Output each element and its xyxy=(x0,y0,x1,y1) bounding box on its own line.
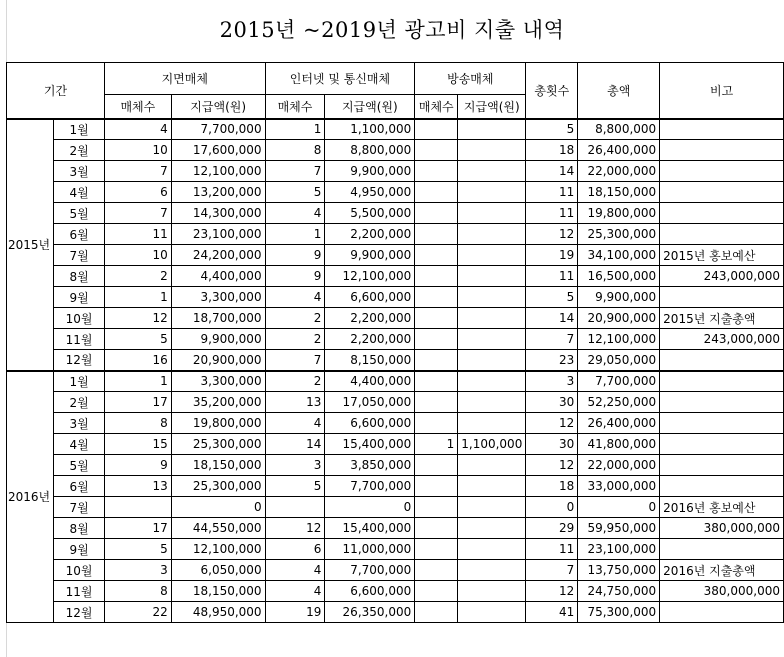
internet-payment-cell[interactable]: 2,200,000 xyxy=(325,308,415,329)
internet-count-cell[interactable]: 4 xyxy=(265,581,325,602)
internet-count-cell[interactable]: 4 xyxy=(265,560,325,581)
broadcast-payment-cell[interactable] xyxy=(458,497,526,518)
month-cell[interactable]: 3월 xyxy=(54,413,105,434)
internet-payment-cell[interactable]: 4,400,000 xyxy=(325,371,415,392)
total-amount-cell[interactable]: 22,000,000 xyxy=(578,161,660,182)
broadcast-count-cell[interactable] xyxy=(415,140,458,161)
total-count-cell[interactable]: 3 xyxy=(526,371,578,392)
internet-count-cell[interactable]: 8 xyxy=(265,140,325,161)
internet-count-cell[interactable]: 5 xyxy=(265,476,325,497)
month-cell[interactable]: 12월 xyxy=(54,602,105,623)
print-count-cell[interactable]: 5 xyxy=(104,329,171,350)
internet-payment-cell[interactable]: 0 xyxy=(325,497,415,518)
month-cell[interactable]: 11월 xyxy=(54,329,105,350)
year-cell[interactable]: 2015년 xyxy=(7,119,54,371)
broadcast-count-cell[interactable] xyxy=(415,182,458,203)
remarks-cell[interactable] xyxy=(660,539,784,560)
print-count-cell[interactable]: 17 xyxy=(104,392,171,413)
internet-payment-cell[interactable]: 8,150,000 xyxy=(325,350,415,371)
header-remarks[interactable]: 비고 xyxy=(660,63,784,119)
print-payment-cell[interactable]: 25,300,000 xyxy=(171,476,265,497)
broadcast-count-cell[interactable] xyxy=(415,560,458,581)
month-cell[interactable]: 7월 xyxy=(54,245,105,266)
table-row xyxy=(7,140,784,161)
print-count-cell[interactable]: 22 xyxy=(104,602,171,623)
header-period[interactable]: 기간 xyxy=(7,63,105,119)
internet-count-cell[interactable]: 7 xyxy=(265,161,325,182)
internet-payment-cell[interactable]: 15,400,000 xyxy=(325,518,415,539)
print-payment-cell[interactable]: 25,300,000 xyxy=(171,434,265,455)
print-payment-cell[interactable]: 4,400,000 xyxy=(171,266,265,287)
internet-count-cell[interactable]: 7 xyxy=(265,350,325,371)
print-count-cell[interactable]: 15 xyxy=(104,434,171,455)
table-row xyxy=(7,476,784,497)
internet-count-cell[interactable]: 3 xyxy=(265,455,325,476)
table-row xyxy=(7,266,784,287)
table-row xyxy=(7,413,784,434)
broadcast-count-cell[interactable] xyxy=(415,287,458,308)
broadcast-count-cell[interactable] xyxy=(415,161,458,182)
total-count-cell[interactable]: 18 xyxy=(526,140,578,161)
print-payment-cell[interactable]: 13,200,000 xyxy=(171,182,265,203)
total-amount-cell[interactable]: 7,700,000 xyxy=(578,371,660,392)
print-payment-cell[interactable]: 12,100,000 xyxy=(171,539,265,560)
table-row xyxy=(7,182,784,203)
total-count-cell[interactable]: 12 xyxy=(526,224,578,245)
header-broadcast-media[interactable]: 방송매체 xyxy=(415,63,526,95)
print-payment-cell[interactable]: 3,300,000 xyxy=(171,287,265,308)
print-count-cell[interactable]: 6 xyxy=(104,182,171,203)
table-row xyxy=(7,560,784,581)
internet-payment-cell[interactable]: 6,600,000 xyxy=(325,413,415,434)
print-payment-cell[interactable]: 19,800,000 xyxy=(171,413,265,434)
print-payment-cell[interactable]: 20,900,000 xyxy=(171,350,265,371)
month-cell[interactable]: 8월 xyxy=(54,518,105,539)
print-payment-cell[interactable]: 35,200,000 xyxy=(171,392,265,413)
total-count-cell[interactable]: 12 xyxy=(526,455,578,476)
total-count-cell[interactable]: 23 xyxy=(526,350,578,371)
internet-payment-cell[interactable]: 2,200,000 xyxy=(325,329,415,350)
remarks-cell[interactable]: 2016년 홍보예산 xyxy=(660,497,784,518)
broadcast-count-cell[interactable] xyxy=(415,455,458,476)
broadcast-payment-cell[interactable] xyxy=(458,287,526,308)
print-count-cell[interactable]: 7 xyxy=(104,203,171,224)
internet-payment-cell[interactable]: 9,900,000 xyxy=(325,245,415,266)
internet-count-cell[interactable]: 1 xyxy=(265,224,325,245)
month-cell[interactable]: 11월 xyxy=(54,581,105,602)
broadcast-payment-cell[interactable] xyxy=(458,308,526,329)
internet-count-cell[interactable]: 2 xyxy=(265,371,325,392)
table-row xyxy=(7,581,784,602)
broadcast-payment-cell[interactable] xyxy=(458,161,526,182)
header-internet-count[interactable]: 매체수 xyxy=(265,95,325,119)
broadcast-payment-cell[interactable] xyxy=(458,182,526,203)
total-amount-cell[interactable]: 18,150,000 xyxy=(578,182,660,203)
print-payment-cell[interactable]: 6,050,000 xyxy=(171,560,265,581)
total-amount-cell[interactable]: 22,000,000 xyxy=(578,455,660,476)
print-count-cell[interactable]: 3 xyxy=(104,560,171,581)
total-count-cell[interactable]: 41 xyxy=(526,602,578,623)
broadcast-payment-cell[interactable] xyxy=(458,266,526,287)
total-amount-cell[interactable]: 59,950,000 xyxy=(578,518,660,539)
internet-payment-cell[interactable]: 26,350,000 xyxy=(325,602,415,623)
broadcast-count-cell[interactable] xyxy=(415,224,458,245)
total-amount-cell[interactable]: 8,800,000 xyxy=(578,119,660,140)
total-count-cell[interactable]: 11 xyxy=(526,266,578,287)
broadcast-count-cell[interactable] xyxy=(415,266,458,287)
table-row xyxy=(7,203,784,224)
remarks-cell[interactable] xyxy=(660,161,784,182)
broadcast-count-cell[interactable] xyxy=(415,413,458,434)
table-row xyxy=(7,602,784,623)
print-count-cell[interactable]: 2 xyxy=(104,266,171,287)
broadcast-payment-cell[interactable] xyxy=(458,539,526,560)
remarks-cell[interactable]: 243,000,000 xyxy=(660,266,784,287)
month-cell[interactable]: 6월 xyxy=(54,476,105,497)
broadcast-count-cell[interactable] xyxy=(415,371,458,392)
internet-payment-cell[interactable]: 4,950,000 xyxy=(325,182,415,203)
remarks-cell[interactable]: 243,000,000 xyxy=(660,329,784,350)
month-cell[interactable]: 1월 xyxy=(54,119,105,140)
print-count-cell[interactable]: 7 xyxy=(104,161,171,182)
table-row xyxy=(7,224,784,245)
remarks-cell[interactable] xyxy=(660,413,784,434)
table-row xyxy=(7,287,784,308)
total-amount-cell[interactable]: 25,300,000 xyxy=(578,224,660,245)
remarks-cell[interactable] xyxy=(660,434,784,455)
internet-count-cell[interactable]: 4 xyxy=(265,413,325,434)
internet-count-cell[interactable]: 6 xyxy=(265,539,325,560)
print-payment-cell[interactable]: 23,100,000 xyxy=(171,224,265,245)
total-amount-cell[interactable]: 20,900,000 xyxy=(578,308,660,329)
total-amount-cell[interactable]: 24,750,000 xyxy=(578,581,660,602)
total-amount-cell[interactable]: 19,800,000 xyxy=(578,203,660,224)
table-row xyxy=(7,497,784,518)
internet-payment-cell[interactable]: 7,700,000 xyxy=(325,560,415,581)
internet-payment-cell[interactable]: 15,400,000 xyxy=(325,434,415,455)
internet-count-cell[interactable]: 14 xyxy=(265,434,325,455)
broadcast-payment-cell[interactable] xyxy=(458,602,526,623)
header-broadcast-count[interactable]: 매체수 xyxy=(415,95,458,119)
total-count-cell[interactable]: 5 xyxy=(526,287,578,308)
remarks-cell[interactable] xyxy=(660,455,784,476)
total-amount-cell[interactable]: 23,100,000 xyxy=(578,539,660,560)
header-print-payment[interactable]: 지급액(원) xyxy=(171,95,265,119)
internet-count-cell[interactable]: 5 xyxy=(265,182,325,203)
broadcast-count-cell[interactable] xyxy=(415,581,458,602)
remarks-cell[interactable] xyxy=(660,224,784,245)
total-amount-cell[interactable]: 33,000,000 xyxy=(578,476,660,497)
print-payment-cell[interactable]: 7,700,000 xyxy=(171,119,265,140)
total-amount-cell[interactable]: 34,100,000 xyxy=(578,245,660,266)
internet-count-cell[interactable]: 9 xyxy=(265,245,325,266)
broadcast-count-cell[interactable] xyxy=(415,497,458,518)
internet-payment-cell[interactable]: 11,000,000 xyxy=(325,539,415,560)
total-count-cell[interactable]: 30 xyxy=(526,392,578,413)
total-count-cell[interactable]: 7 xyxy=(526,329,578,350)
header-internet-media[interactable]: 인터넷 및 통신매체 xyxy=(265,63,415,95)
broadcast-count-cell[interactable] xyxy=(415,392,458,413)
total-count-cell[interactable]: 5 xyxy=(526,119,578,140)
internet-count-cell[interactable] xyxy=(265,497,325,518)
month-cell[interactable]: 8월 xyxy=(54,266,105,287)
remarks-cell[interactable] xyxy=(660,287,784,308)
total-amount-cell[interactable]: 75,300,000 xyxy=(578,602,660,623)
internet-count-cell[interactable]: 19 xyxy=(265,602,325,623)
remarks-cell[interactable] xyxy=(660,602,784,623)
print-count-cell[interactable]: 4 xyxy=(104,119,171,140)
internet-payment-cell[interactable]: 8,800,000 xyxy=(325,140,415,161)
month-cell[interactable]: 4월 xyxy=(54,434,105,455)
internet-payment-cell[interactable]: 17,050,000 xyxy=(325,392,415,413)
broadcast-payment-cell[interactable] xyxy=(458,455,526,476)
broadcast-payment-cell[interactable] xyxy=(458,518,526,539)
table-row xyxy=(7,350,784,371)
total-count-cell[interactable]: 29 xyxy=(526,518,578,539)
broadcast-payment-cell[interactable] xyxy=(458,560,526,581)
print-count-cell[interactable]: 8 xyxy=(104,581,171,602)
internet-payment-cell[interactable]: 2,200,000 xyxy=(325,224,415,245)
print-payment-cell[interactable]: 18,150,000 xyxy=(171,581,265,602)
total-count-cell[interactable]: 12 xyxy=(526,413,578,434)
broadcast-payment-cell[interactable] xyxy=(458,329,526,350)
total-amount-cell[interactable]: 0 xyxy=(578,497,660,518)
remarks-cell[interactable]: 2015년 지출총액 xyxy=(660,308,784,329)
print-payment-cell[interactable]: 12,100,000 xyxy=(171,161,265,182)
remarks-cell[interactable]: 380,000,000 xyxy=(660,581,784,602)
print-payment-cell[interactable]: 18,150,000 xyxy=(171,455,265,476)
remarks-cell[interactable]: 2015년 홍보예산 xyxy=(660,245,784,266)
print-count-cell[interactable]: 5 xyxy=(104,539,171,560)
month-cell[interactable]: 2월 xyxy=(54,392,105,413)
broadcast-payment-cell[interactable] xyxy=(458,350,526,371)
total-amount-cell[interactable]: 26,400,000 xyxy=(578,413,660,434)
remarks-cell[interactable] xyxy=(660,182,784,203)
print-count-cell[interactable]: 10 xyxy=(104,140,171,161)
broadcast-payment-cell[interactable] xyxy=(458,476,526,497)
print-count-cell[interactable]: 11 xyxy=(104,224,171,245)
total-amount-cell[interactable]: 12,100,000 xyxy=(578,329,660,350)
total-count-cell[interactable]: 7 xyxy=(526,560,578,581)
broadcast-payment-cell[interactable] xyxy=(458,140,526,161)
total-count-cell[interactable]: 11 xyxy=(526,182,578,203)
header-internet-payment[interactable]: 지급액(원) xyxy=(325,95,415,119)
print-count-cell[interactable]: 8 xyxy=(104,413,171,434)
total-amount-cell[interactable]: 9,900,000 xyxy=(578,287,660,308)
print-count-cell[interactable] xyxy=(104,497,171,518)
header-print-count[interactable]: 매체수 xyxy=(104,95,171,119)
internet-count-cell[interactable]: 4 xyxy=(265,287,325,308)
broadcast-payment-cell[interactable]: 1,100,000 xyxy=(458,434,526,455)
month-cell[interactable]: 2월 xyxy=(54,140,105,161)
broadcast-payment-cell[interactable] xyxy=(458,245,526,266)
ad-expense-table xyxy=(6,62,784,623)
broadcast-count-cell[interactable] xyxy=(415,350,458,371)
total-count-cell[interactable]: 0 xyxy=(526,497,578,518)
print-count-cell[interactable]: 16 xyxy=(104,350,171,371)
total-count-cell[interactable]: 18 xyxy=(526,476,578,497)
month-cell[interactable]: 7월 xyxy=(54,497,105,518)
print-count-cell[interactable]: 13 xyxy=(104,476,171,497)
header-total-count[interactable]: 총횟수 xyxy=(526,63,578,119)
remarks-cell[interactable]: 2016년 지출총액 xyxy=(660,560,784,581)
table-row xyxy=(7,518,784,539)
month-cell[interactable]: 10월 xyxy=(54,560,105,581)
total-count-cell[interactable]: 11 xyxy=(526,203,578,224)
month-cell[interactable]: 9월 xyxy=(54,539,105,560)
total-count-cell[interactable]: 14 xyxy=(526,161,578,182)
internet-count-cell[interactable]: 2 xyxy=(265,308,325,329)
internet-count-cell[interactable]: 9 xyxy=(265,266,325,287)
table-row xyxy=(7,392,784,413)
remarks-cell[interactable] xyxy=(660,203,784,224)
remarks-cell[interactable]: 380,000,000 xyxy=(660,518,784,539)
internet-count-cell[interactable]: 12 xyxy=(265,518,325,539)
broadcast-count-cell[interactable] xyxy=(415,329,458,350)
internet-count-cell[interactable]: 1 xyxy=(265,119,325,140)
month-cell[interactable]: 5월 xyxy=(54,203,105,224)
month-cell[interactable]: 5월 xyxy=(54,455,105,476)
month-cell[interactable]: 12월 xyxy=(54,350,105,371)
broadcast-payment-cell[interactable] xyxy=(458,224,526,245)
print-payment-cell[interactable]: 48,950,000 xyxy=(171,602,265,623)
table-row xyxy=(7,308,784,329)
print-count-cell[interactable]: 10 xyxy=(104,245,171,266)
total-count-cell[interactable]: 14 xyxy=(526,308,578,329)
broadcast-count-cell[interactable] xyxy=(415,119,458,140)
month-cell[interactable]: 1월 xyxy=(54,371,105,392)
broadcast-count-cell[interactable] xyxy=(415,476,458,497)
month-cell[interactable]: 10월 xyxy=(54,308,105,329)
total-amount-cell[interactable]: 52,250,000 xyxy=(578,392,660,413)
internet-payment-cell[interactable]: 1,100,000 xyxy=(325,119,415,140)
print-count-cell[interactable]: 1 xyxy=(104,371,171,392)
broadcast-payment-cell[interactable] xyxy=(458,371,526,392)
internet-count-cell[interactable]: 2 xyxy=(265,329,325,350)
total-amount-cell[interactable]: 26,400,000 xyxy=(578,140,660,161)
total-amount-cell[interactable]: 13,750,000 xyxy=(578,560,660,581)
broadcast-payment-cell[interactable] xyxy=(458,203,526,224)
internet-payment-cell[interactable]: 7,700,000 xyxy=(325,476,415,497)
print-count-cell[interactable]: 1 xyxy=(104,287,171,308)
broadcast-payment-cell[interactable] xyxy=(458,581,526,602)
print-payment-cell[interactable]: 14,300,000 xyxy=(171,203,265,224)
internet-payment-cell[interactable]: 6,600,000 xyxy=(325,581,415,602)
remarks-cell[interactable] xyxy=(660,140,784,161)
internet-payment-cell[interactable]: 12,100,000 xyxy=(325,266,415,287)
print-payment-cell[interactable]: 17,600,000 xyxy=(171,140,265,161)
total-amount-cell[interactable]: 16,500,000 xyxy=(578,266,660,287)
print-payment-cell[interactable]: 24,200,000 xyxy=(171,245,265,266)
page-title: 2015년 ~2019년 광고비 지출 내역 xyxy=(219,18,565,42)
remarks-cell[interactable] xyxy=(660,119,784,140)
internet-payment-cell[interactable]: 9,900,000 xyxy=(325,161,415,182)
table-row xyxy=(7,539,784,560)
table-row xyxy=(7,371,784,392)
print-count-cell[interactable]: 9 xyxy=(104,455,171,476)
internet-payment-cell[interactable]: 6,600,000 xyxy=(325,287,415,308)
month-cell[interactable]: 9월 xyxy=(54,287,105,308)
print-payment-cell[interactable]: 0 xyxy=(171,497,265,518)
internet-payment-cell[interactable]: 5,500,000 xyxy=(325,203,415,224)
month-cell[interactable]: 3월 xyxy=(54,161,105,182)
month-cell[interactable]: 4월 xyxy=(54,182,105,203)
header-broadcast-payment[interactable]: 지급액(원) xyxy=(458,95,526,119)
total-amount-cell[interactable]: 41,800,000 xyxy=(578,434,660,455)
broadcast-count-cell[interactable] xyxy=(415,308,458,329)
remarks-cell[interactable] xyxy=(660,371,784,392)
broadcast-count-cell[interactable] xyxy=(415,518,458,539)
broadcast-count-cell[interactable] xyxy=(415,539,458,560)
total-count-cell[interactable]: 11 xyxy=(526,539,578,560)
header-row-1 xyxy=(7,63,784,95)
remarks-cell[interactable] xyxy=(660,476,784,497)
table-row xyxy=(7,434,784,455)
print-count-cell[interactable]: 12 xyxy=(104,308,171,329)
total-amount-cell[interactable]: 29,050,000 xyxy=(578,350,660,371)
broadcast-payment-cell[interactable] xyxy=(458,392,526,413)
broadcast-count-cell[interactable]: 1 xyxy=(415,434,458,455)
broadcast-payment-cell[interactable] xyxy=(458,413,526,434)
total-count-cell[interactable]: 19 xyxy=(526,245,578,266)
internet-payment-cell[interactable]: 3,850,000 xyxy=(325,455,415,476)
remarks-cell[interactable] xyxy=(660,392,784,413)
table-row xyxy=(7,329,784,350)
broadcast-count-cell[interactable] xyxy=(415,602,458,623)
print-payment-cell[interactable]: 18,700,000 xyxy=(171,308,265,329)
remarks-cell[interactable] xyxy=(660,350,784,371)
broadcast-payment-cell[interactable] xyxy=(458,119,526,140)
total-count-cell[interactable]: 12 xyxy=(526,581,578,602)
print-payment-cell[interactable]: 3,300,000 xyxy=(171,371,265,392)
broadcast-count-cell[interactable] xyxy=(415,245,458,266)
total-count-cell[interactable]: 30 xyxy=(526,434,578,455)
month-cell[interactable]: 6월 xyxy=(54,224,105,245)
table-row xyxy=(7,119,784,140)
header-print-media[interactable]: 지면매체 xyxy=(104,63,265,95)
header-total-amount[interactable]: 총액 xyxy=(578,63,660,119)
internet-count-cell[interactable]: 4 xyxy=(265,203,325,224)
broadcast-count-cell[interactable] xyxy=(415,203,458,224)
table-row xyxy=(7,245,784,266)
table-row xyxy=(7,455,784,476)
print-count-cell[interactable]: 17 xyxy=(104,518,171,539)
print-payment-cell[interactable]: 44,550,000 xyxy=(171,518,265,539)
internet-count-cell[interactable]: 13 xyxy=(265,392,325,413)
year-cell[interactable]: 2016년 xyxy=(7,371,54,623)
print-payment-cell[interactable]: 9,900,000 xyxy=(171,329,265,350)
table-row xyxy=(7,161,784,182)
